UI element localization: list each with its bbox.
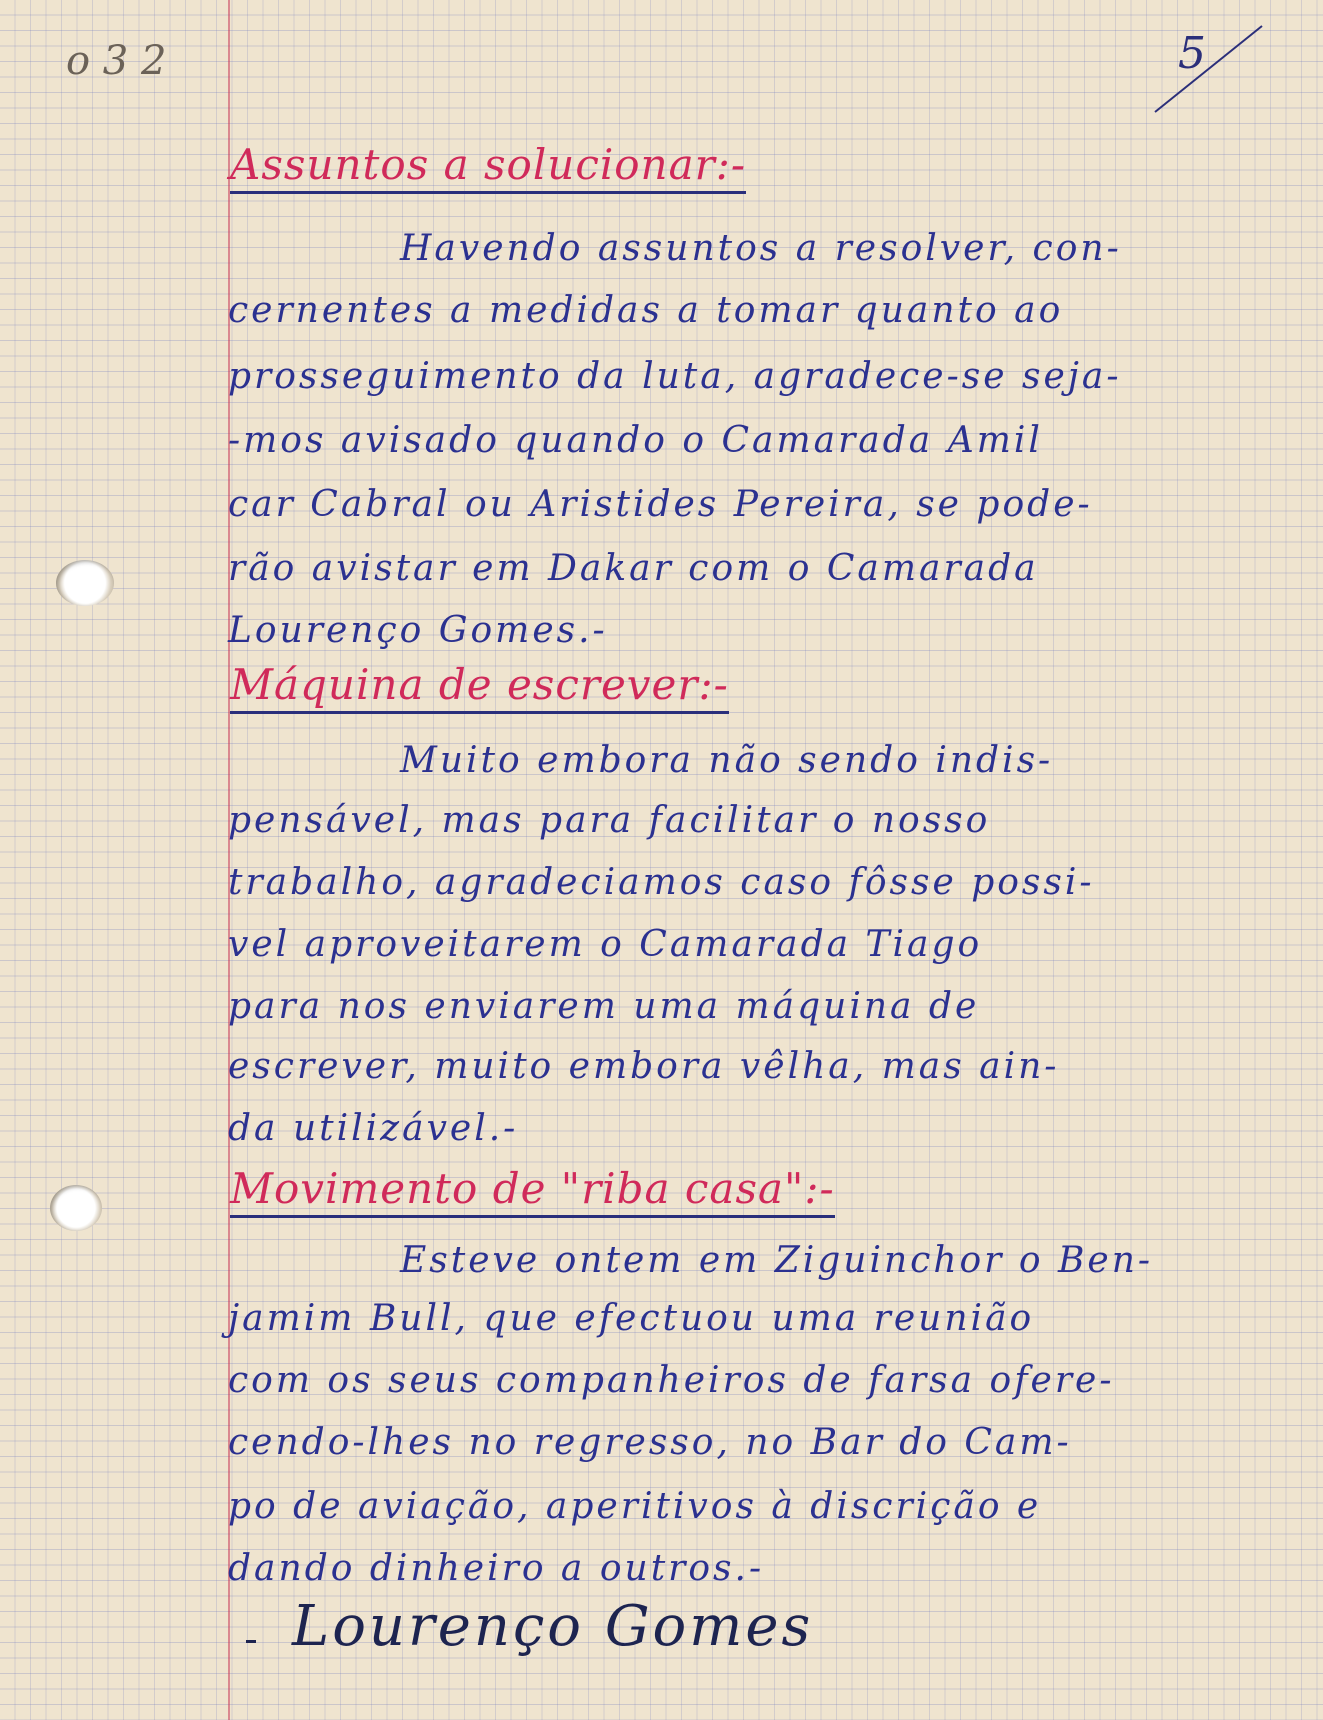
text-line: para nos enviarem uma máquina de <box>228 986 980 1027</box>
text-line: -mos avisado quando o Camarada Amil <box>228 420 1043 461</box>
text-line: cendo-lhes no regresso, no Bar do Cam- <box>228 1422 1072 1463</box>
text-line: Lourenço Gomes.- <box>228 610 608 651</box>
text-line: Esteve ontem em Ziguinchor o Ben- <box>400 1240 1154 1281</box>
page-number-slash <box>1150 20 1270 120</box>
text-line: Havendo assuntos a resolver, con- <box>400 228 1122 269</box>
text-line: car Cabral ou Aristides Pereira, se pode- <box>228 484 1093 525</box>
text-line: po de aviação, aperitivos à discrição e <box>228 1486 1042 1527</box>
text-line: dando dinheiro a outros.- <box>228 1548 765 1589</box>
text-line: pensável, mas para facilitar o nosso <box>228 800 991 841</box>
heading-maquina: Máquina de escrever:- <box>230 660 729 714</box>
punch-hole-bottom <box>50 1185 102 1231</box>
page-number: 5 <box>1178 28 1206 79</box>
text-line: cernentes a medidas a tomar quanto ao <box>228 290 1064 331</box>
text-line: prosseguimento da luta, agradece-se seja- <box>228 356 1122 397</box>
heading-movimento: Movimento de "riba casa":- <box>230 1164 835 1218</box>
heading-assuntos: Assuntos a solucionar:- <box>230 140 746 194</box>
text-line: trabalho, agradeciamos caso fôsse possi- <box>228 862 1095 903</box>
text-line: jamim Bull, que efectuou uma reunião <box>228 1298 1035 1339</box>
text-line: com os seus companheiros de farsa ofere- <box>228 1360 1115 1401</box>
punch-hole-top <box>56 560 114 606</box>
signature: Lourenço Gomes <box>292 1594 814 1659</box>
text-line: da utilizável.- <box>228 1108 519 1149</box>
text-line: vel aproveitarem o Camarada Tiago <box>228 924 983 965</box>
corner-marks: o 3 2 <box>66 38 167 84</box>
signature-dash <box>246 1640 256 1643</box>
text-line: escrever, muito embora vêlha, mas ain- <box>228 1046 1060 1087</box>
text-line: Muito embora não sendo indis- <box>400 740 1054 781</box>
text-line: rão avistar em Dakar com o Camarada <box>228 548 1039 589</box>
